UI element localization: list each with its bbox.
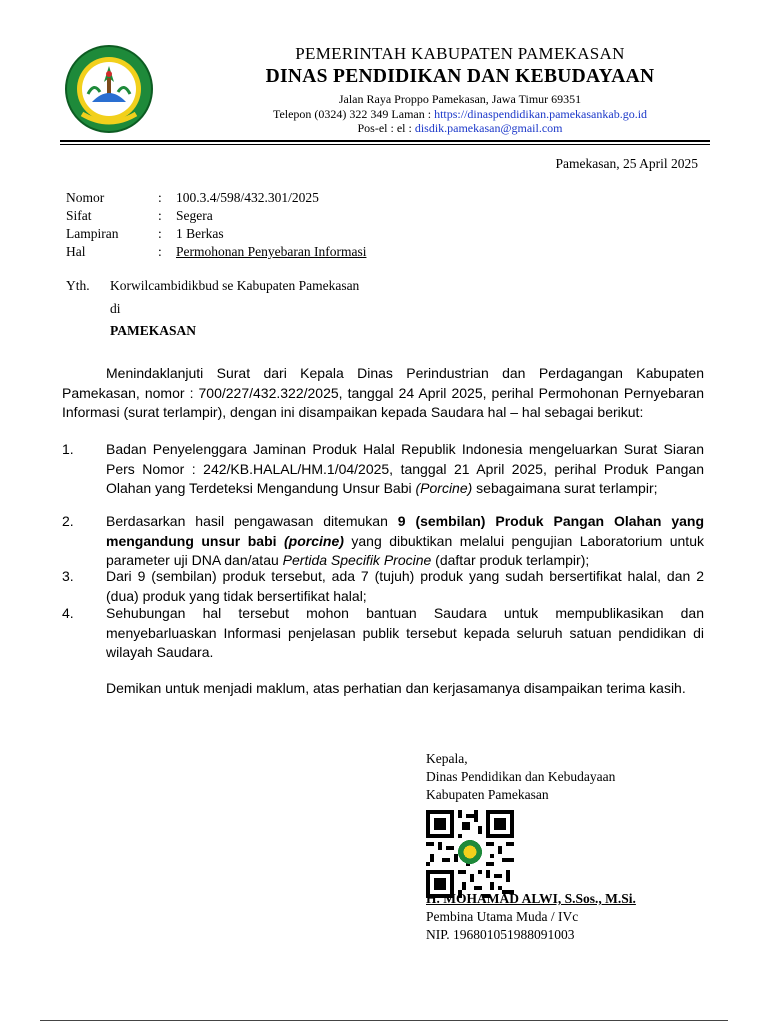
email-prefix: Pos-el : el :: [357, 121, 415, 135]
list-number: 4.: [62, 605, 74, 621]
letterhead-divider-thick: [60, 140, 710, 142]
list-text: Dari 9 (sembilan) produk tersebut, ada 7 (tujuh) produk yang sudah bersertifikat halal, dan 2 (dua) produk yang tidak bersertifikat halal;: [106, 568, 704, 604]
meta-colon: :: [158, 226, 162, 241]
list-text: Sehubungan hal tersebut mohon bantuan Saudara untuk mempublikasikan dan menyebarluaskan Informasi penjelasan publik tersebut kepada seluruh satuan pendidikan di wilayah Saudara.: [106, 605, 704, 660]
email-link[interactable]: disdik.pamekasan@gmail.com: [414, 121, 563, 135]
text-segment: (daftar produk terlampir);: [431, 552, 590, 568]
italic-segment: (Porcine): [415, 480, 473, 496]
list-item: [62, 512, 704, 572]
list-number: 1.: [62, 441, 74, 457]
italic-segment: Pertida Specifik Procine: [282, 552, 432, 568]
meta-label: Sifat: [66, 208, 92, 223]
qr-code-signature-icon: [426, 810, 514, 898]
meta-colon: :: [158, 208, 162, 223]
closing-paragraph: Demikan untuk menjadi maklum, atas perhatian dan kerjasamanya disampaikan terima kasih.: [106, 680, 686, 696]
signatory-rank: Pembina Utama Muda / IVc: [426, 909, 579, 924]
meta-value: Segera: [176, 208, 213, 223]
signatory-nip: NIP. 196801051988091003: [426, 927, 575, 942]
intro-paragraph: Menindaklanjuti Surat dari Kepala Dinas Perindustrian dan Perdagangan Kabupaten Pamekasan, nomor : 700/227/432.322/2025, tanggal 24 April 2025, perihal Permohonan Pernyebaran Informasi (surat terlampir), dengan ini disampaikan kepada Saudara hal – hal sebagai berikut:: [62, 365, 704, 420]
meta-colon: :: [158, 244, 162, 259]
bold-italic-segment: (porcine): [284, 532, 344, 549]
signature-line2: Dinas Pendidikan dan Kebudayaan: [426, 769, 616, 784]
page-bottom-line: [40, 1020, 728, 1021]
list-text: [106, 512, 704, 571]
office-name: DINAS PENDIDIKAN DAN KEBUDAYAAN: [265, 66, 655, 87]
office-email: [160, 121, 760, 136]
phone-text: Telepon (0324) 322 349 Laman :: [272, 107, 435, 121]
letter-date: Pamekasan, 25 April 2025: [555, 156, 698, 171]
letterhead-divider-thin: [60, 144, 710, 145]
office-contact: [160, 107, 760, 122]
recipient-city: PAMEKASAN: [110, 323, 196, 338]
list-number: 3.: [62, 568, 74, 584]
bold-segment: 9 (sembilan) Produk Pangan Olahan yang mengandung unsur babi: [106, 513, 704, 549]
meta-label: Hal: [66, 244, 86, 259]
list-item: [62, 567, 704, 607]
meta-label: Lampiran: [66, 226, 119, 241]
government-name: PEMERINTAH KABUPATEN PAMEKASAN: [295, 44, 625, 63]
office-address: Jalan Raya Proppo Pamekasan, Jawa Timur 69351: [338, 92, 582, 106]
list-text: [106, 440, 704, 499]
recipient-di: di: [110, 301, 121, 316]
meta-label: Nomor: [66, 190, 105, 205]
list-number: 2.: [62, 513, 74, 529]
meta-colon: :: [158, 190, 162, 205]
text-segment: sebagaimana surat terlampir;: [472, 480, 658, 496]
text-segment: yang dibuktikan melalui pengujian Laboratorium untuk parameter uji DNA dan/atau: [106, 532, 704, 568]
text-segment: Berdasarkan hasil pengawasan ditemukan: [106, 513, 398, 529]
meta-value: 100.3.4/598/432.301/2025: [176, 190, 319, 205]
signature-line1: Kepala,: [426, 751, 468, 766]
meta-value: 1 Berkas: [176, 226, 224, 241]
recipient-yth: Yth.: [66, 278, 90, 293]
recipient-name: Korwilcambidikbud se Kabupaten Pamekasan: [110, 278, 360, 293]
website-link[interactable]: https://dinaspendidikan.pamekasankab.go.id: [434, 107, 648, 121]
regency-logo-icon: [64, 44, 154, 134]
meta-value-subject: Permohonan Penyebaran Informasi: [176, 244, 367, 259]
text-segment: Badan Penyelenggara Jaminan Produk Halal Republik Indonesia mengeluarkan Surat Siaran Pers Nomor : 242/KB.HALAL/HM.1/04/2025, tanggal 21 April 2025, perihal Produk Pangan Olahan yang Terdeteksi Mengandung Unsur Babi: [106, 441, 704, 496]
signature-title: [426, 750, 615, 804]
list-item: [62, 604, 704, 664]
signatory-name: H. MOHAMAD ALWI, S.Sos., M.Si.: [426, 891, 636, 906]
list-item: [62, 440, 704, 518]
signature-line3: Kabupaten Pamekasan: [426, 787, 549, 802]
